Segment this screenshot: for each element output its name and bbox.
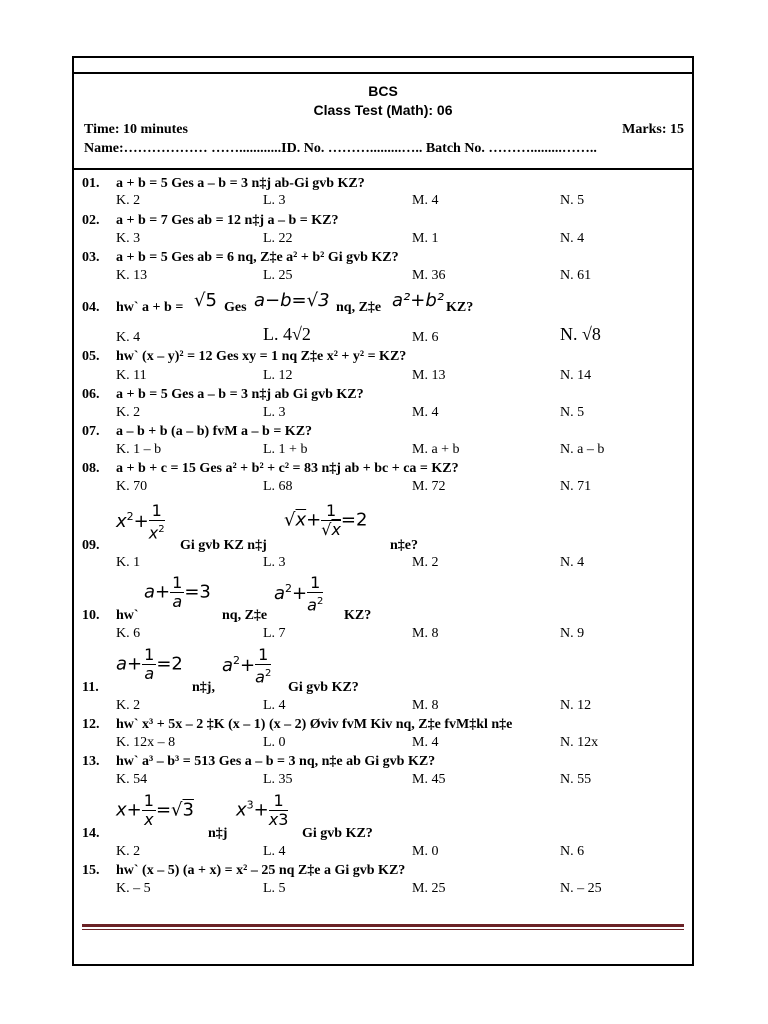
option-k: K. – 5 [116,881,151,896]
question-text: hw` (x – 5) (a + x) = x² – 25 nq Z‡e a Gi gvb KZ? [116,863,406,878]
option-n: N. 6 [560,844,585,859]
question-text: a + b = 7 Ges ab = 12 n‡j a – b = KZ? [116,213,339,228]
footer-divider [82,924,684,927]
option-l: L. 0 [263,735,286,750]
question-text: hw` (x – y)² = 12 Ges xy = 1 nq Z‡e x² + y² = KZ? [116,349,407,364]
option-m: M. 45 [412,772,446,787]
option-n: N. 12x [560,735,599,750]
math-expression: a−b=√3 [254,290,330,311]
option-m: M. 8 [412,626,439,641]
footer-divider-thin [82,929,684,930]
question-text: KZ? [344,608,372,623]
question-text: n‡e? [390,538,418,553]
math-expression: a+ $\frac{1}{a}$ =2 [116,645,183,683]
option-l: L. 5 [263,881,286,896]
option-m: M. 13 [412,368,446,383]
math-expression: x+ $\frac{1}{x}$ =√3 [116,791,194,829]
page-title: BCS [368,83,398,99]
math-expression: $x^2+$ $\frac{1}{x^2}$ [116,501,165,543]
option-m: M. 8 [412,698,439,713]
option-n: N. 9 [560,626,585,641]
option-m: M. 1 [412,231,439,246]
test-sheet [72,56,694,966]
question-number: 03. [82,250,100,265]
question-number: 12. [82,717,100,732]
option-l: L. 7 [263,626,286,641]
question-text: hw` a + b = [116,300,184,315]
question-number: 10. [82,608,100,623]
question-number: 13. [82,754,100,769]
option-l: L. 35 [263,772,293,787]
option-l: L. 25 [263,268,293,283]
option-k: K. 2 [116,405,141,420]
option-n: N. a – b [560,442,605,457]
question-text: n‡j [208,826,228,841]
option-n: N. 55 [560,772,592,787]
question-text: hw` [116,608,139,623]
option-m: M. 4 [412,735,439,750]
option-k: K. 4 [116,330,141,345]
option-m: M. 72 [412,479,446,494]
question-number: 11. [82,680,99,695]
option-n: N. 61 [560,268,592,283]
option-m: M. 2 [412,555,439,570]
option-l: L. 3 [263,555,286,570]
option-l: L. 22 [263,231,293,246]
question-text: hw` a³ – b³ = 513 Ges a – b = 3 nq, n‡e ab Gi gvb KZ? [116,754,436,769]
question-number: 14. [82,826,100,841]
option-k: K. 1 – b [116,442,162,457]
page-subtitle: Class Test (Math): 06 [313,102,453,118]
option-n: N. √8 [560,324,601,344]
question-text: Gi gvb KZ? [302,826,373,841]
option-m: M. 4 [412,193,439,208]
question-number: 01. [82,176,100,191]
question-number: 07. [82,424,100,439]
option-m: M. 0 [412,844,439,859]
time-label: Time: 10 minutes [84,122,188,137]
option-k: K. 13 [116,268,148,283]
option-m: M. 4 [412,405,439,420]
option-m: M. a + b [412,442,460,457]
option-n: N. 4 [560,231,585,246]
option-k: K. 11 [116,368,147,383]
math-expression: √x+ $\frac{1}{√x}$ =2 [284,501,368,539]
question-number: 06. [82,387,100,402]
question-text: Gi gvb KZ n‡j [180,538,267,553]
question-number: 08. [82,461,100,476]
question-text: a – b + b (a – b) fvM a – b = KZ? [116,424,313,439]
math-expression: √5 [194,290,217,311]
option-k: K. 2 [116,193,141,208]
math-expression: $a^2+$ $\frac{1}{a^2}$ [274,573,324,615]
option-m: M. 25 [412,881,446,896]
question-text: Gi gvb KZ? [288,680,359,695]
question-number: 05. [82,349,100,364]
question-number: 04. [82,300,100,315]
option-l: L. 12 [263,368,293,383]
math-expression: a+ $\frac{1}{a}$ =3 [144,573,211,611]
option-n: N. 5 [560,405,585,420]
question-text: a + b = 5 Ges a – b = 3 n‡j ab Gi gvb KZ? [116,387,364,402]
question-text: hw` x³ + 5x – 2 ‡K (x – 1) (x – 2) Øviv fvM Kiv nq, Z‡e fvM‡kl n‡e [116,717,513,732]
question-text: a + b = 5 Ges ab = 6 nq, Z‡e a² + b² Gi gvb KZ? [116,250,399,265]
question-number: 02. [82,213,100,228]
question-text: a + b = 5 Ges a – b = 3 n‡j ab-Gi gvb KZ? [116,176,365,191]
question-number: 15. [82,863,100,878]
option-m: M. 36 [412,268,446,283]
question-text: nq, Z‡e [336,300,382,315]
header-box [74,74,692,170]
math-expression: a²+b² [392,290,444,311]
option-l: L. 4 [263,844,286,859]
option-k: K. 70 [116,479,148,494]
option-n: N. 71 [560,479,592,494]
option-k: K. 2 [116,698,141,713]
option-n: N. 4 [560,555,585,570]
option-n: N. – 25 [560,881,602,896]
option-l: L. 3 [263,405,286,420]
option-m: M. 6 [412,330,439,345]
question-text: a + b + c = 15 Ges a² + b² + c² = 83 n‡j ab + bc + ca = KZ? [116,461,459,476]
option-k: K. 54 [116,772,148,787]
question-number: 09. [82,538,100,553]
math-expression: $x^3+$ $\frac{1}{x3}$ [236,791,289,829]
question-text: n‡j, [192,680,215,695]
option-n: N. 5 [560,193,585,208]
option-k: K. 6 [116,626,141,641]
question-text: Ges [224,300,247,315]
option-k: K. 3 [116,231,141,246]
marks-label: Marks: 15 [622,122,684,137]
option-k: K. 1 [116,555,141,570]
option-l: L. 4√2 [263,324,311,344]
option-l: L. 4 [263,698,286,713]
question-text: KZ? [446,300,474,315]
option-n: N. 12 [560,698,592,713]
option-k: K. 12x – 8 [116,735,176,750]
question-text: nq, Z‡e [222,608,268,623]
option-l: L. 3 [263,193,286,208]
name-id-batch-line: Name:……………… ……............ID. No. ……….........….. Batch No. ……….........…….. [84,141,597,156]
math-expression: $a^2+$ $\frac{1}{a^2}$ [222,645,272,687]
option-l: L. 1 + b [263,442,308,457]
option-k: K. 2 [116,844,141,859]
option-n: N. 14 [560,368,592,383]
option-l: L. 68 [263,479,293,494]
